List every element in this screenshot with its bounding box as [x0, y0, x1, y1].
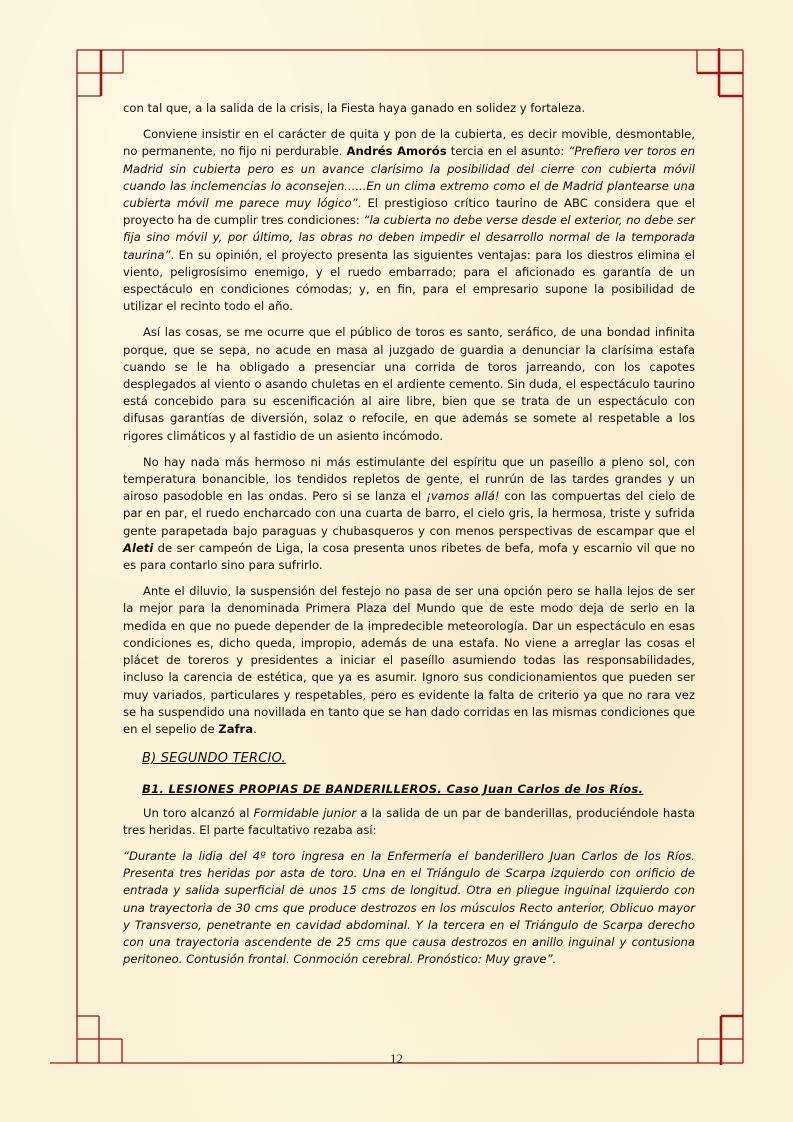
text: . En su opinión, el proyecto presenta las siguientes ventajas: para los diestros elimina el viento, peligrosísimo enemigo, y el ruedo embarrado; para el aficionado es garantía de un espectáculo en condiciones cómodas; y, en fin, para el empresario supone la posibilidad de utilizar el recinto todo el año.: [123, 247, 695, 314]
text: a la salida de un par de banderillas, produciéndole hasta tres heridas. El parte facultativo rezaba así:: [123, 805, 695, 837]
paragraph-publico: Así las cosas, se me ocurre que el público de toros es santo, seráfico, de una bondad infinita porque, que se sepa, no acude en masa al juzgado de guardia a denunciar la clarísima estafa cuando se le ha obligado a presenciar una corrida de toros jarreando, con los capotes desplegados al viento o asando chuletas en el ardiente cemento. Sin duda, el espectáculo taurino está concebido para su escenificación al aire libre, bien que se trata de un espectáculo con difusas garantías de diversión, solaz o refocile, en que además se somete al respetable a los rigores climáticos y al fastidio de un asiento incómodo.: [123, 325, 695, 443]
page-body: [123, 100, 695, 977]
exclamation-vamos-alla: ¡vamos allá!: [426, 489, 500, 504]
text: Un toro alcanzó al: [143, 805, 254, 820]
text: . El prestigioso crítico taurino de ABC considera que el proyecto ha de cumplir tres condiciones:: [123, 196, 695, 228]
quote-condiciones: “la cubierta no debe verse desde el exterior, no debe ser fija sino móvil y, por último, las obras no deben impedir el desarrollo normal de la temporada taurina”: [123, 213, 695, 262]
paragraph-paseillo: [123, 454, 695, 574]
subsection-heading: B1. LESIONES PROPIAS DE BANDERILLEROS. Caso Juan Carlos de los Ríos.: [142, 782, 644, 797]
text: de ser campeón de Liga, la cosa presenta unos ribetes de befa, mofa y escarnio vil que no es para contarlo sino para sufrirlo.: [123, 540, 695, 573]
text: Conviene insistir en el carácter de quita y pon de la cubierta, es decir movible, desmontable, no permanente, no fijo ni perdurable.: [123, 127, 695, 159]
text: .: [253, 721, 257, 736]
text: Ante el diluvio, la suspensión del festejo no pasa de ser una opción pero se halla lejos de ser la mejor para la denominada Primera Plaza del Mundo que de este modo deja de serlo en la medida en que no puede depender de la impredecible meteorología. Dar un espectáculo en esas condiciones es, dicho queda, impropio, además de una estafa. No viene a arreglar las cosas el plácet de toreros y presidentes a iniciar el paseíllo asumiendo todas las responsabilidades, incluso la carencia de estética, que ya es asumir. Ignoro sus condicionamientos que pueden ser muy variados, particulares y respetables, pero es evidente la falta de criterio ya que no rara vez se ha suspendido una novillada en tanto que se han dado corridas en las mismas condiciones que en el sepelio de: [123, 584, 695, 736]
name-formidable-junior: Formidable junior: [253, 805, 357, 820]
quote-amoros: “Prefiero ver toros en Madrid sin cubierta pero es un avance clarísimo la posibilidad del cierre con cubierta móvil cuando las inclemencias lo aconsejen......En un clima extremo como el de Madrid plantearse una cubierta móvil me parece muy lógico”: [123, 144, 695, 211]
page-number: 12: [390, 1051, 403, 1066]
text: tercia en el asunto:: [446, 144, 569, 159]
paragraph-cubierta: [123, 126, 695, 315]
paragraph-continuation: con tal que, a la salida de la crisis, la Fiesta haya ganado en solidez y fortaleza.: [123, 101, 586, 115]
text: No hay nada más hermoso ni más estimulante del espíritu que un paseíllo a pleno sol, con temperatura bonancible, los tendidos repletos de gente, el runrún de las tardes grandes y un airoso pasodoble en las ondas. Pero si se lanza el: [123, 454, 695, 504]
corner-ornament-top-left: [77, 50, 123, 96]
paragraph-diluvio: [123, 583, 695, 738]
name-andres-amoros: Andrés Amorós: [346, 144, 447, 159]
medical-report-quote: “Durante la lidia del 4º toro ingresa en la Enfermería el banderillero Juan Carlos de los Ríos. Presenta tres heridas por asta de toro. Una en el Triángulo de Scarpa izquierdo con orificio de entrada y salida superficial de unos 15 cms de longitud. Otra en pliegue inguinal izquierdo con una trayectoria de 30 cms que produce destrozos en los músculos Recto anterior, Oblicuo mayor y Transverso, penetrante en cavidad abdominal. Y la tercera en el Triángulo de Scarpa derecho con una trayectoria ascendente de 25 cms que causa destrozos en anillo inguinal y contusiona peritoneo. Contusión frontal. Conmoción cerebral. Pronóstico: Muy grave”.: [123, 848, 695, 967]
text: con las compuertas del cielo de par en par, el ruedo encharcado con una cuarta de barro, el cielo gris, la hermosa, triste y sufrida gente parapetada bajo paraguas y chubasqueros y con menos perspectivas de escampar que el: [123, 489, 695, 538]
name-aleti: Aleti: [123, 540, 154, 555]
name-zafra: Zafra: [218, 721, 254, 736]
corner-ornament-top-right: [697, 48, 743, 96]
paragraph-toro-alcanzo: [123, 805, 695, 839]
section-heading: B) SEGUNDO TERCIO.: [142, 751, 286, 767]
